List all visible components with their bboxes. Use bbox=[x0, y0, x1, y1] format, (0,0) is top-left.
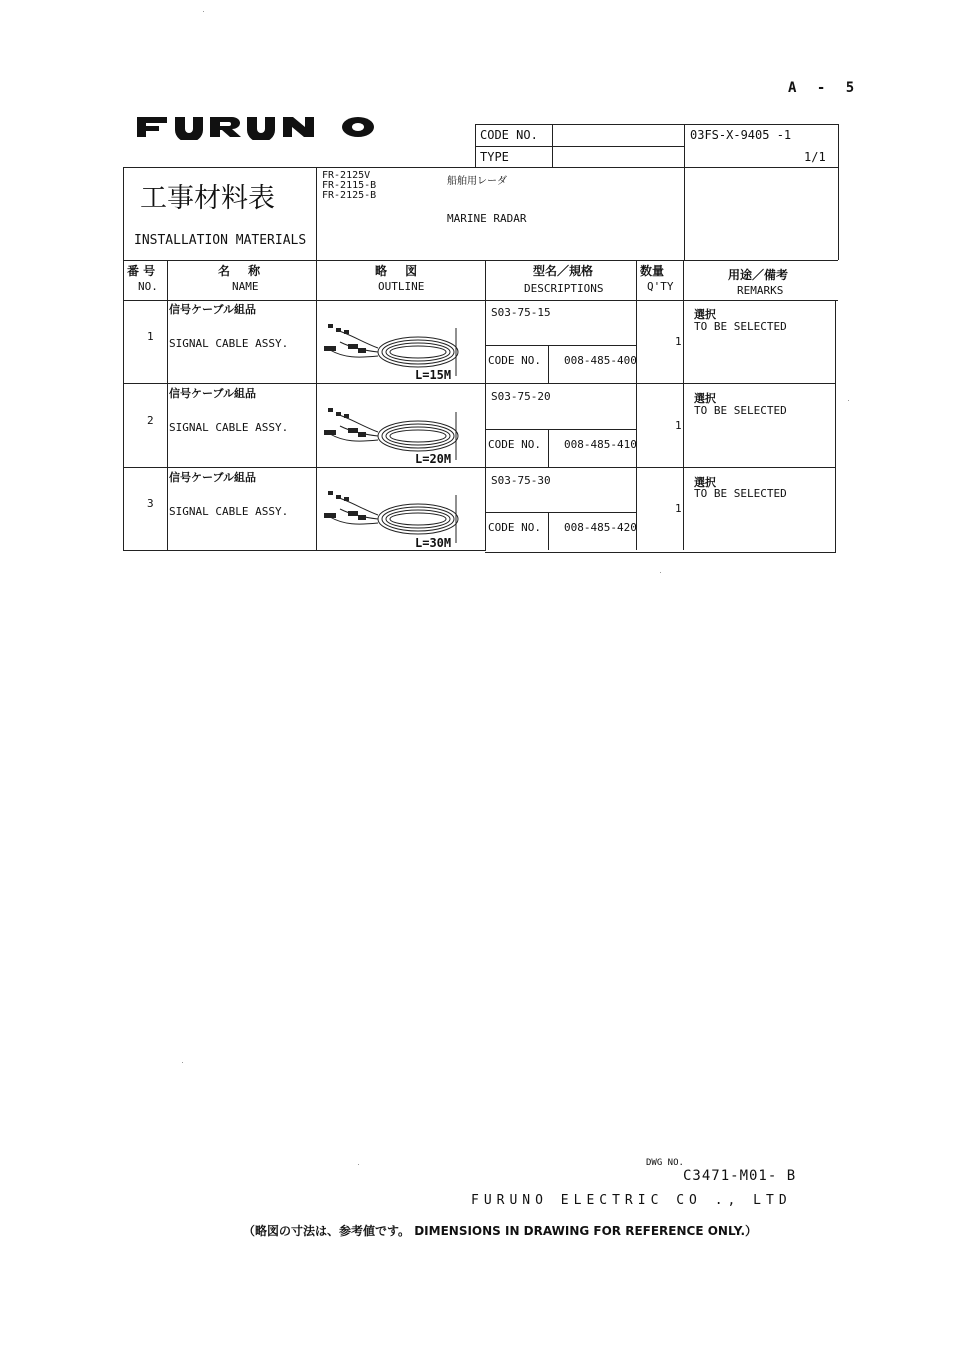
furuno-logo bbox=[137, 114, 377, 140]
row2-qty: 1 bbox=[675, 419, 682, 432]
code-no-label: CODE NO. bbox=[480, 128, 538, 142]
row2-code: 008-485-410 bbox=[564, 438, 637, 451]
row1-qty: 1 bbox=[675, 335, 682, 348]
row2-name-en: SIGNAL CABLE ASSY. bbox=[169, 421, 289, 434]
row2-remarks-jp: 選択 bbox=[694, 392, 716, 405]
row3-remarks-jp: 選択 bbox=[694, 476, 716, 489]
row3-code-label: CODE NO. bbox=[488, 521, 541, 534]
col-desc-en: DESCRIPTIONS bbox=[524, 282, 604, 295]
row2-length: L=20M bbox=[415, 452, 452, 466]
row1-length: L=15M bbox=[415, 368, 452, 382]
model-1: FR-2125V bbox=[322, 170, 371, 181]
row1-remarks-jp: 選択 bbox=[694, 308, 716, 321]
col-remarks-jp: 用途／備考 bbox=[728, 268, 789, 282]
row3-length: L=30M bbox=[415, 536, 452, 550]
model-list bbox=[322, 171, 376, 201]
col-no-jp: 番 号 bbox=[127, 264, 156, 278]
col-qty-en: Q'TY bbox=[647, 280, 674, 293]
dwg-number: C3471-M01- B bbox=[683, 1168, 797, 1184]
col-outline-en: OUTLINE bbox=[378, 280, 425, 293]
row1-type: S03-75-15 bbox=[491, 306, 551, 319]
row3-type: S03-75-30 bbox=[491, 474, 551, 487]
row2-type: S03-75-20 bbox=[491, 390, 551, 403]
doc-code: 03FS-X-9405 -1 bbox=[690, 128, 792, 142]
title-en: INSTALLATION MATERIALS bbox=[134, 233, 307, 248]
row1-code-label: CODE NO. bbox=[488, 354, 541, 367]
page-number: A - 5 bbox=[788, 80, 861, 96]
col-name-jp: 名 称 bbox=[218, 264, 261, 278]
row3-name-en: SIGNAL CABLE ASSY. bbox=[169, 505, 289, 518]
sheet-number: 1/1 bbox=[804, 150, 826, 164]
col-outline-jp: 略 図 bbox=[375, 264, 418, 278]
col-name-en: NAME bbox=[232, 280, 259, 293]
row3-no: 3 bbox=[147, 497, 154, 510]
row3-qty: 1 bbox=[675, 502, 682, 515]
row1-name-en: SIGNAL CABLE ASSY. bbox=[169, 337, 289, 350]
row1-name-jp: 信号ケーブル組品 bbox=[169, 303, 257, 316]
title-jp: 工事材料表 bbox=[140, 183, 275, 214]
model-2: FR-2115-B bbox=[322, 180, 377, 191]
col-qty-jp: 数量 bbox=[640, 264, 665, 278]
row2-no: 2 bbox=[147, 414, 154, 427]
row3-remarks-en: TO BE SELECTED bbox=[694, 487, 787, 500]
dwg-label: DWG NO. bbox=[646, 1158, 684, 1168]
row1-remarks-en: TO BE SELECTED bbox=[694, 320, 787, 333]
svg-text:FURUNO: FURUNO bbox=[137, 114, 141, 115]
row2-name-jp: 信号ケーブル組品 bbox=[169, 387, 257, 400]
col-no-en: NO. bbox=[138, 280, 158, 293]
equipment-en: MARINE RADAR bbox=[447, 212, 527, 225]
row2-remarks-en: TO BE SELECTED bbox=[694, 404, 787, 417]
equipment-jp: 船舶用レーダ bbox=[447, 176, 507, 187]
row1-code: 008-485-400 bbox=[564, 354, 637, 367]
type-label: TYPE bbox=[480, 150, 509, 164]
col-remarks-en: REMARKS bbox=[737, 284, 784, 297]
model-3: FR-2125-B bbox=[322, 190, 377, 201]
company-name: FURUNO ELECTRIC CO ., LTD bbox=[471, 1193, 792, 1208]
row3-code: 008-485-420 bbox=[564, 521, 637, 534]
footer-note: （略図の寸法は、参考値です。 DIMENSIONS IN DRAWING FOR REFERENCE ONLY.） bbox=[243, 1224, 757, 1238]
row2-code-label: CODE NO. bbox=[488, 438, 541, 451]
col-desc-jp: 型名／規格 bbox=[533, 264, 594, 278]
row1-no: 1 bbox=[147, 330, 154, 343]
row3-name-jp: 信号ケーブル組品 bbox=[169, 471, 257, 484]
